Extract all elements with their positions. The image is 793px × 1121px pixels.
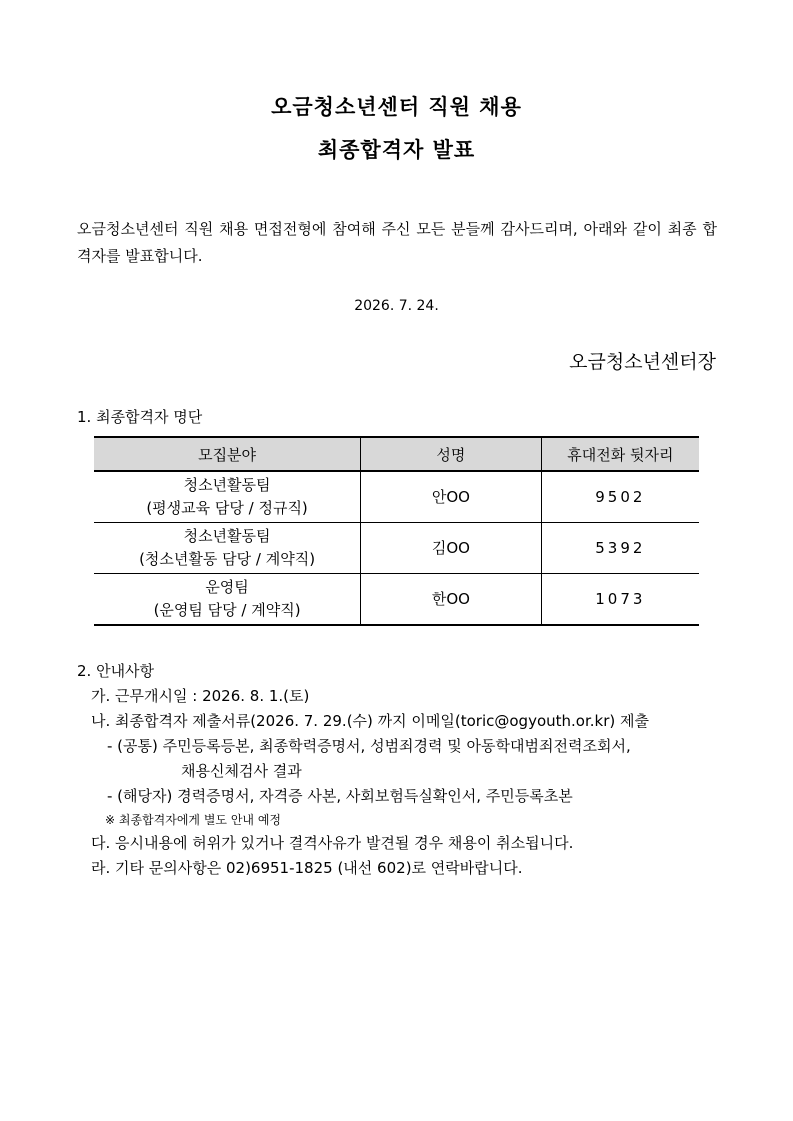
section-heading-results: 1. 최종합격자 명단 bbox=[77, 408, 203, 426]
cell-field bbox=[94, 523, 361, 574]
table-row bbox=[94, 574, 699, 626]
cell-phone: 9502 bbox=[541, 471, 699, 523]
cell-phone: 5392 bbox=[541, 523, 699, 574]
notice-subitem-applicable: - (해당자) 경력증명서, 자격증 사본, 사회보험득실확인서, 주민등록초본 bbox=[107, 787, 573, 805]
cell-phone: 1073 bbox=[541, 574, 699, 626]
document-subtitle: 최종합격자 발표 bbox=[317, 138, 476, 162]
cell-name: 한OO bbox=[361, 574, 542, 626]
results-table bbox=[94, 436, 699, 626]
cell-field bbox=[94, 471, 361, 523]
field-team: 청소년활동팀 bbox=[183, 476, 271, 494]
notice-footnote: ※ 최종합격자에게 별도 안내 예정 bbox=[105, 813, 282, 827]
notice-item-documents: 나. 최종합격자 제출서류(2026. 7. 29.(수) 까지 이메일(toric@ogyouth.or.kr) 제출 bbox=[91, 712, 649, 730]
field-detail: (평생교육 담당 / 정규직) bbox=[146, 499, 308, 517]
signer: 오금청소년센터장 bbox=[569, 351, 716, 373]
cell-name: 안OO bbox=[361, 471, 542, 523]
field-detail: (운영팀 담당 / 계약직) bbox=[153, 601, 301, 619]
field-detail: (청소년활동 담당 / 계약직) bbox=[139, 550, 316, 568]
table-header-row bbox=[94, 437, 699, 471]
column-header-name: 성명 bbox=[361, 437, 542, 471]
notice-item-start-date: 가. 근무개시일 : 2026. 8. 1.(토) bbox=[91, 687, 310, 705]
intro-paragraph: 오금청소년센터 직원 채용 면접전형에 참여해 주신 모든 분들께 감사드리며, 아래와 같이 최종 합격자를 발표합니다. bbox=[77, 220, 717, 265]
notice-item-contact: 라. 기타 문의사항은 02)6951-1825 (내선 602)로 연락바랍니다. bbox=[91, 859, 523, 877]
document-title: 오금청소년센터 직원 채용 bbox=[271, 95, 522, 119]
field-team: 운영팀 bbox=[205, 578, 249, 596]
section-heading-notice: 2. 안내사항 bbox=[77, 662, 155, 680]
column-header-phone: 휴대전화 뒷자리 bbox=[541, 437, 699, 471]
announcement-date: 2026. 7. 24. bbox=[354, 298, 439, 314]
notice-list bbox=[77, 684, 737, 881]
notice-subitem-common-cont: 채용신체검사 결과 bbox=[181, 762, 302, 780]
cell-name: 김OO bbox=[361, 523, 542, 574]
field-team: 청소년활동팀 bbox=[183, 527, 271, 545]
table-row bbox=[94, 471, 699, 523]
notice-item-cancellation: 다. 응시내용에 허위가 있거나 결격사유가 발견될 경우 채용이 취소됩니다. bbox=[91, 834, 574, 852]
notice-subitem-common: - (공통) 주민등록등본, 최종학력증명서, 성범죄경력 및 아동학대범죄전력조회서, bbox=[107, 737, 631, 755]
cell-field bbox=[94, 574, 361, 626]
column-header-field: 모집분야 bbox=[94, 437, 361, 471]
table-row bbox=[94, 523, 699, 574]
